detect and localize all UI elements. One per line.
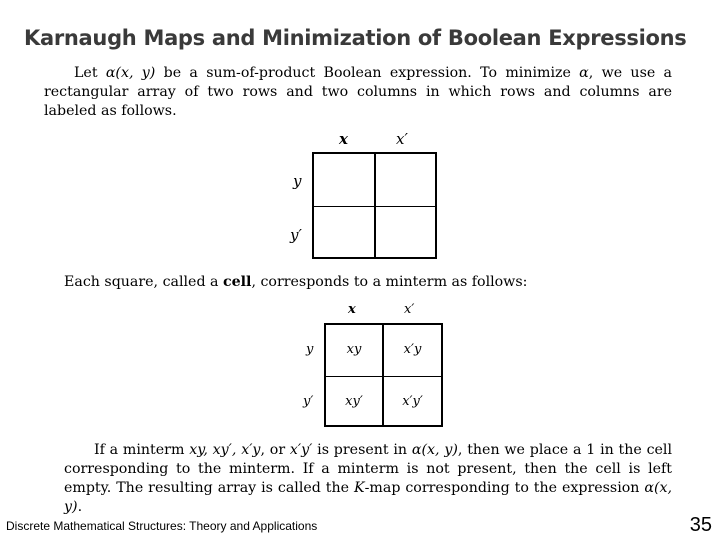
def-text-4: , then we place a 1 in the cell corresponding to the minterm. If a minterm is not present, then the cell is left empty. The resulting array is called the [64, 442, 673, 496]
minterm-cell: x′y′ [402, 394, 423, 409]
def-text-3: is present in [312, 442, 412, 458]
intro-text-1: Let [74, 65, 106, 81]
karnaugh-map-minterms [324, 323, 443, 427]
def-text-1: If a minterm [94, 442, 190, 458]
def-text-6: . [77, 499, 83, 515]
map2-col-label-xprime: x′ [404, 302, 415, 317]
intro-text-3: , we use a rectangular array of two rows and two columns in which rows and columns are labeled as follows. [44, 65, 673, 119]
map2-col-label-x: x [348, 302, 356, 317]
map2-horizontal-divider [326, 376, 441, 377]
map1-row-label-y: y [293, 172, 302, 190]
minterm-cell: xy′ [345, 394, 363, 409]
def-math-minterm-xpyp: x′y′ [289, 442, 313, 458]
def-text-2: , or [260, 442, 290, 458]
cell-text-1: Each square, called a [64, 274, 223, 290]
footer-book-title: Discrete Mathematical Structures: Theory and Applications [6, 519, 318, 533]
cell-term-bold: cell [223, 274, 252, 290]
def-math-alpha-xy-2: α(x, y) [64, 480, 673, 515]
map1-row-label-yprime: y′ [290, 226, 302, 244]
map2-row-label-yprime: y′ [303, 394, 314, 409]
cell-paragraph [64, 273, 672, 292]
slide-title: Karnaugh Maps and Minimization of Boolean Expressions [24, 26, 687, 50]
map1-col-label-x: x [339, 130, 348, 148]
map2-row-label-y: y [306, 342, 314, 357]
def-math-alpha-xy: α(x, y) [411, 442, 458, 458]
map1-horizontal-divider [314, 206, 435, 207]
cell-text-2: , corresponds to a minterm as follows: [251, 274, 528, 290]
intro-math-alpha: α [579, 65, 589, 81]
intro-math-alpha-xy: α(x, y) [105, 65, 156, 81]
karnaugh-map-empty [312, 152, 437, 259]
intro-text-2: be a sum-of-product Boolean expression. To minimize [155, 65, 580, 81]
def-math-minterms: xy, xy′, x′y [189, 442, 261, 458]
minterm-cell: xy [346, 342, 362, 357]
def-math-k: K [354, 480, 365, 496]
map2-vertical-divider [382, 325, 384, 425]
page-number: 35 [689, 514, 712, 536]
minterm-cell: x′y [403, 342, 422, 357]
def-text-5: -map corresponding to the expression [364, 480, 645, 496]
map1-col-label-xprime: x′ [396, 130, 408, 148]
intro-paragraph [44, 64, 672, 121]
kmap-definition-paragraph [64, 441, 672, 517]
